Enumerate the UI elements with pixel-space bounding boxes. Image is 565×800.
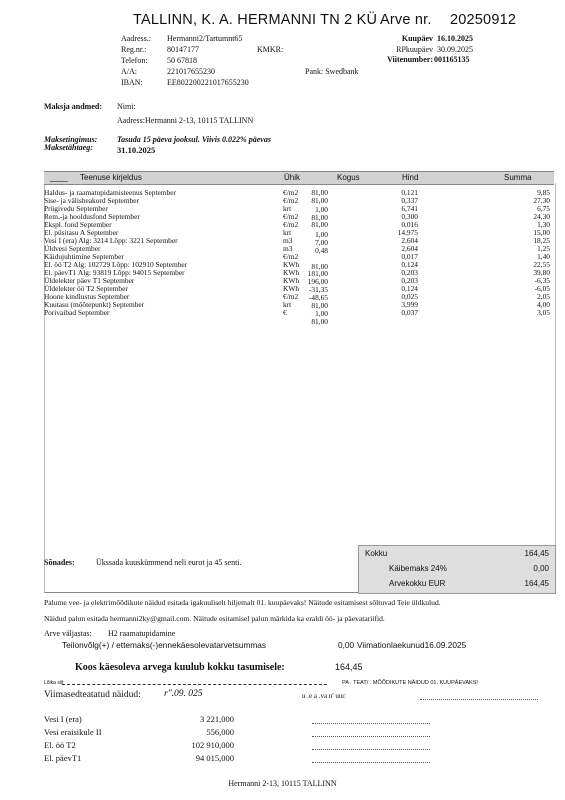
row-description: El. päevT1 Alg: 93819 Lõpp: 94015 September [44,268,185,277]
note-line-2: Näidud palun esitada hermanni2ky@gmail.com. Näitude esitamisel palun märkida ka eraldi öö- ja päevatariifid. [44,614,385,623]
reading-input-line [312,749,430,750]
row-qty: 7,00 [315,238,328,247]
row-unit: KWh [283,284,300,293]
row-qty: 81,00 [311,196,328,205]
row-description: Haldus- ja raamatupidamisteenus September [44,188,176,197]
table-header [44,171,554,185]
terms-label: Maksetingimus: [44,135,98,144]
invoice-number: 20250912 [450,12,517,28]
regnr-value: 80147177 [167,45,199,54]
row-qty: 81,00 [311,301,328,310]
row-description: Käidujuhtimine September [44,252,124,261]
row-unit: krt [283,204,292,213]
total-label: Kokku [365,549,388,558]
row-qty: 1,00 [315,230,328,239]
due-total-value: 164,45 [335,662,363,672]
invoice-label: Arve nr. [380,12,432,28]
row-qty: 181,00 [307,269,328,278]
payer-address: Aadress:Hermanni 2-13, 10115 TALLINN [117,116,254,125]
address-label: Aadress.: [121,34,151,43]
row-qty: 1,00 [315,205,328,214]
row-description: Kuutasu (mõõtepunkt) September [44,300,145,309]
row-unit: m3 [283,244,293,253]
due-value: 31.10.2025 [117,145,156,155]
row-description: El. püsitasu A September [44,228,119,237]
grand-value: 164,45 [524,579,549,588]
row-sum: 3,05 [537,308,550,317]
total-value: 164,45 [524,549,549,558]
balance-date: Viimationlaekunud16.09.2025 [357,640,467,650]
row-price: 2,604 [401,244,418,253]
row-sum: 27,30 [533,196,550,205]
issuer-value: H2 raamatupidamine [108,629,176,638]
row-unit: krt [283,228,292,237]
row-description: Sise- ja välisheakord September [44,196,140,205]
cut-label: Lõika siit [44,680,64,686]
col-description: Teenuse kirjeldus [80,173,142,182]
reading-value: 556,000 [206,727,234,737]
readings-new-hint: u .e a .va n' uuc [302,692,346,700]
row-sum: 1,30 [537,220,550,229]
row-unit: €/m2 [283,292,299,301]
row-sum: 9,85 [537,188,550,197]
row-sum: 6,75 [537,204,550,213]
cut-line [62,684,327,685]
row-description: Vesi I (era) Alg: 3214 Lõpp: 3221 September [44,236,178,245]
row-unit: krt [283,300,292,309]
row-qty: -31,35 [308,285,328,294]
row-price: 0,300 [401,212,418,221]
row-price: 0,121 [401,188,418,197]
vat-value: 0,00 [533,564,549,573]
row-price: 14,975 [397,228,418,237]
row-qty: 196,00 [307,277,328,286]
row-sum: -6,05 [534,284,550,293]
date-label: Kuupäev [401,34,433,43]
row-unit: €/m2 [283,188,299,197]
row-sum: 18,25 [533,236,550,245]
row-sum: 1,25 [537,244,550,253]
row-unit: KWh [283,260,300,269]
regnr-label: Reg.nr.: [121,45,147,54]
phone-value: 50 67818 [167,56,197,65]
row-sum: 39,80 [533,268,550,277]
row-description: Prügivedu September [44,204,108,213]
reading-input-line [312,762,430,763]
terms-value: Tasuda 15 päeva jooksul. Viivis 0.022% päevas [117,135,271,144]
row-unit: KWh [283,276,300,285]
rdate-label: RPkuupäev [396,45,433,54]
row-price: 0,124 [401,260,418,269]
iban-label: IBAN: [121,78,143,87]
aa-label: A/A: [121,67,137,76]
totals-box [358,545,556,594]
row-description: El. öö T2 Alg: 102729 Lõpp: 102910 September [44,260,188,269]
iban-value: EE802200221017655230 [167,78,249,87]
row-description: Üldvesi September [44,244,101,253]
payer-name-label: Nimi: [117,102,136,111]
bank-label: Pank: Swedbank [305,67,359,76]
row-unit: KWh [283,268,300,277]
kmkr-label: KMKR: [257,45,284,54]
row-qty: 81,00 [311,188,328,197]
readings-title: Viimasedteatatud näidud: [44,690,141,700]
payer-label: Maksja andmed: [44,102,103,111]
col-qty: Kogus [337,173,360,182]
table-row [0,308,565,317]
col-sum: Summa [504,173,532,182]
row-unit: m3 [283,236,293,245]
row-price: 0,124 [401,284,418,293]
vat-label: Käibemaks 24% [389,564,447,573]
header-underline: ____ [50,173,68,182]
row-unit: €/m2 [283,220,299,229]
row-price: 3,999 [401,300,418,309]
row-unit: €/m2 [283,212,299,221]
words-value: Ükssada kuuskümmend neli eurot ja 45 senti. [96,558,242,567]
row-price: 0,025 [401,292,418,301]
row-sum: 22,55 [533,260,550,269]
reading-name: Vesi eraisikule II [44,727,102,737]
grand-label: Arvekokku EUR [389,579,446,588]
row-unit: €/m2 [283,252,299,261]
row-qty: -48,65 [308,293,328,302]
row-description: Rem.-ja hooldusfond September [44,212,140,221]
row-unit: €/m2 [283,196,299,205]
row-price: 0,203 [401,268,418,277]
signature-line [420,699,538,700]
row-price: 0,203 [401,276,418,285]
date-value: 16.10.2025 [437,34,473,43]
row-qty: 81,00 [311,220,328,229]
ref-value: 001165135 [434,55,470,64]
row-qty: 1,00 [315,309,328,318]
row-price: 0,337 [401,196,418,205]
row-description: Ekspl. fond September [44,220,112,229]
reading-name: El. öö T2 [44,740,76,750]
row-qty: 81,00 [311,262,328,271]
row-price: 2,604 [401,236,418,245]
due-total-label: Koos käesoleva arvega kuulub kokku tasumisele: [75,662,285,673]
row-price: 0,037 [401,308,418,317]
reading-value: 94 015,000 [195,753,234,763]
row-description: Hoone kindlustus September [44,292,130,301]
issuer-label: Arve väljastas: [44,629,92,638]
company-name: TALLINN, K. A. HERMANNI TN 2 KÜ [133,12,378,28]
col-price: Hind [402,173,419,182]
due-label: Maksetähtaeg: [44,143,93,152]
row-qty: 0,48 [315,246,328,255]
words-label: Sõnades: [44,558,75,567]
row-qty: 81,00 [311,213,328,222]
rdate-value: 30.09.2025 [437,45,473,54]
phone-label: Telefon: [121,56,148,65]
readings-date: r".09. 025 [164,689,203,699]
row-qty: 81,00 [311,317,328,326]
row-sum: 1,40 [537,252,550,261]
row-sum: 15,00 [533,228,550,237]
row-sum: -6,35 [534,276,550,285]
row-price: 6,741 [401,204,418,213]
balance-label: Teilonvõlg(+) / ettemaks(-)ennekäesolevatarvetsummas [62,640,267,650]
reading-value: 3 221,000 [200,714,234,724]
reading-input-line [312,723,430,724]
address-value: Hermanni2/Tartumnt65 [167,34,243,43]
row-sum: 4,00 [537,300,550,309]
reading-name: El. päevT1 [44,753,82,763]
note-line-1: Palume vee- ja elektrimõõdikute näidud esitada igakuuliselt hiljemalt 01. kuupäevaks! Näitude esitamisest sõltuvad Teie üldkulud. [44,598,441,607]
reading-value: 102 910,000 [191,740,234,750]
ref-label: Viitenumber: [387,55,433,64]
row-unit: € [283,308,287,317]
col-unit: Ühik [284,173,301,182]
footer-address: Hermanni 2-13, 10115 TALLINN [228,779,337,788]
cut-right-text: PA . TEAT/ . MÕÕDIKUTE NÄIDUD 01. KUUPÄEVAKS! [342,680,478,686]
row-sum: 24,30 [533,212,550,221]
row-price: 0,017 [401,252,418,261]
reading-input-line [312,736,430,737]
row-price: 0,016 [401,220,418,229]
row-description: Üldelekter öö T2 September [44,284,128,293]
reading-name: Vesi I (era) [44,714,82,724]
balance-value: 0,00 [338,640,355,650]
row-sum: 2,05 [537,292,550,301]
row-description: Üldelekter päev T1 September [44,276,135,285]
aa-value: 221017655230 [167,67,215,76]
row-description: Porivaibad September [44,308,110,317]
